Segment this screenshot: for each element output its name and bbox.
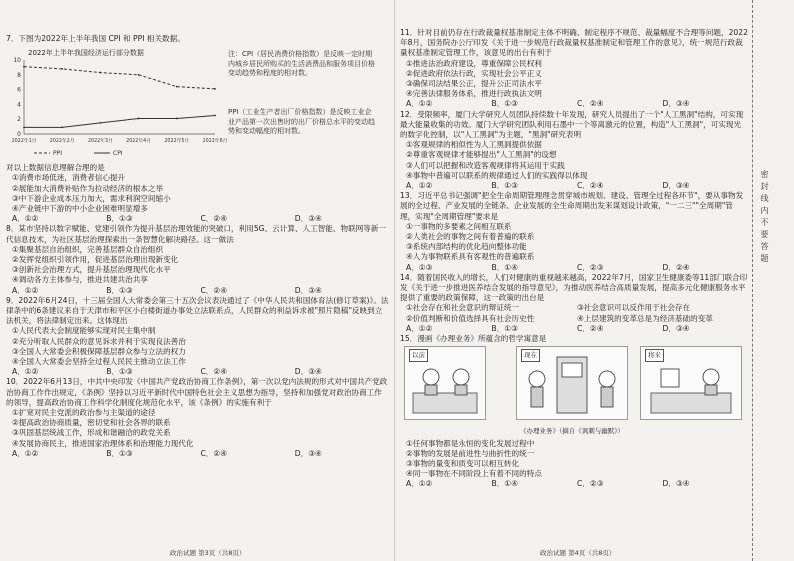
q15-answers xyxy=(400,479,748,489)
q13-answer-d: D．②④ xyxy=(662,262,690,272)
q14-options-row-2 xyxy=(400,314,748,324)
question-12 xyxy=(400,110,748,192)
q8-option-3: ③创新社会治理方式，提升基层治理现代化水平 xyxy=(12,265,171,275)
data-point-cpi xyxy=(100,122,102,124)
q11-answers xyxy=(400,99,748,109)
q12-answer-b: B．①③ xyxy=(491,181,518,191)
right-page xyxy=(400,28,748,490)
question-8 xyxy=(6,224,389,295)
q15-option-4: ④同一事物在不同阶段上有着不同的特点 xyxy=(406,469,542,479)
q15-answer-c: C．②③ xyxy=(577,479,604,489)
chart-title: 2022年上半年我国经济运行部分数据 xyxy=(28,49,144,58)
q10-answer-a: A．①② xyxy=(12,448,39,458)
q12-option-3: ③人们可以把握和改造客观规律将其运用于实践 xyxy=(406,160,565,170)
q13-option-3: ③系统内部结构的优化趋向整体功能 xyxy=(406,242,527,252)
q10-option-3: ③巩固基层统战工作，形成和谐融洽的政党关系 xyxy=(12,428,171,438)
q9-answer-d: D．③④ xyxy=(294,367,322,377)
question-14-stem: 14．随着国民收入的增长，人们对健康的重视越来越高，2022年7月，国家卫生健康委等11部门联合印发《关于进一步推进医养结合发展的指导意见》，为推动医养结合高质量发展，提高多元化健康服务水平提供了重要的政策保障，这一政策的出台是 xyxy=(400,272,748,303)
x-tick-label: 2022年6月 xyxy=(202,139,228,145)
cartoon-panel-past xyxy=(404,346,486,420)
q8-answer-a: A．①② xyxy=(12,285,39,295)
q10-answers xyxy=(6,449,389,459)
y-tick-label: 2 xyxy=(17,116,21,124)
question-7 xyxy=(6,34,389,224)
q13-option-1: ①一事物的多要素之间相互联系 xyxy=(406,221,512,231)
binding-line xyxy=(752,0,754,561)
q15-option-2: ②事物的发展是前进性与曲折性的统一 xyxy=(406,448,535,458)
q8-answers xyxy=(6,286,389,296)
q10-answer-c: C．②④ xyxy=(200,448,228,458)
data-point-ppi xyxy=(138,74,140,76)
data-point-cpi xyxy=(138,118,140,120)
q12-answer-c: C．②④ xyxy=(577,181,604,191)
q12-option-1: ①客观规律的相似性为人工黑洞提供依据 xyxy=(406,140,542,150)
q10-answer-b: B．①③ xyxy=(106,448,133,458)
data-point-cpi xyxy=(176,118,178,120)
q9-option-2: ②充分听取人民群众的意见诉求并利于实现良法善治 xyxy=(12,336,186,346)
q11-option-2: ②促进政府依法行政，实现社会公平正义 xyxy=(406,68,542,78)
q10-option-1: ①扩宽对民主党派的政治参与主渠道的途径 xyxy=(12,408,156,418)
data-point-ppi xyxy=(23,66,25,68)
q9-answer-b: B．①③ xyxy=(106,367,133,377)
question-9 xyxy=(6,296,389,378)
series-line-ppi xyxy=(24,67,215,89)
q14-option-1: ①社会存在和社会意识的辩证统一 xyxy=(406,303,520,313)
page-divider xyxy=(394,0,395,561)
x-tick-label: 2022年4月 xyxy=(126,139,152,145)
chart-svg xyxy=(6,46,256,160)
q8-answer-b: B．①③ xyxy=(106,285,133,295)
data-point-ppi xyxy=(100,72,102,74)
q10-option-2: ②提高政治协商质量，密切党和社会各界的联系 xyxy=(12,418,171,428)
q11-option-4: ④完善法律服务体系，推进行政执法文明 xyxy=(406,89,542,99)
q7-option-4: ④产业链中下游的中小企业困难明显增多 xyxy=(12,204,148,214)
q14-answer-d: D．③④ xyxy=(662,323,690,333)
q14-answer-b: B．①③ xyxy=(491,323,518,333)
q13-answer-c: C．②③ xyxy=(577,262,604,272)
q14-options-row-1 xyxy=(400,303,748,313)
data-point-ppi xyxy=(61,68,63,70)
y-tick-label: 10 xyxy=(13,57,21,65)
cpi-ppi-chart xyxy=(6,46,389,160)
q12-option-2: ②尊重客观规律才能够提出"人工黑洞"的设想 xyxy=(406,150,557,160)
data-point-ppi xyxy=(176,86,178,88)
q13-answer-b: B．①④ xyxy=(491,262,518,272)
q7-option-3: ③中下游企业成本压力加大，需求利润空间缩小 xyxy=(12,193,171,203)
q15-option-1: ①任何事物都是永恒的变化发展过程中 xyxy=(406,438,535,448)
x-tick-label: 2022年1月 xyxy=(11,139,37,145)
q8-option-2: ②发挥党组织引领作用，促进基层治理出现新变化 xyxy=(12,255,179,265)
q15-answer-b: B．①④ xyxy=(491,479,518,489)
q7-answer-c: C．②④ xyxy=(200,214,228,224)
q8-option-1: ①集聚基层自治组织，完善基层群众自治组织 xyxy=(12,244,164,254)
q13-option-4: ④人为事物联系具有客观性的普遍联系 xyxy=(406,252,535,262)
left-page xyxy=(6,34,389,459)
x-tick-label: 2022年5月 xyxy=(164,139,190,145)
cartoon-caption: 《办理业务》（摘自《讽刺与幽默》） xyxy=(520,427,624,436)
left-footer: 政治试题 第3页（共8页） xyxy=(170,549,246,557)
cartoon-tag-now: 现在 xyxy=(521,349,540,361)
q9-option-3: ③全国人大常委会积极保障基层群众参与立法的权力 xyxy=(12,346,186,356)
q7-option-2: ②展能加大消费补贴作为拉动经济的根本之举 xyxy=(12,183,164,193)
data-point-ppi xyxy=(214,88,216,90)
q9-answers xyxy=(6,367,389,377)
x-tick-label: 2022年2月 xyxy=(49,139,75,145)
q15-answer-a: A．①② xyxy=(406,479,433,489)
q7-answer-b: B．①③ xyxy=(106,214,133,224)
q11-answer-b: B．①③ xyxy=(491,99,518,109)
q12-answer-a: A．①② xyxy=(406,181,433,191)
y-tick-label: 6 xyxy=(17,86,21,94)
question-15-stem: 15．漫画《办理业务》所蕴含的哲学寓意是 xyxy=(400,334,547,344)
y-tick-label: 0 xyxy=(17,131,21,139)
q11-option-1: ①推进法治政府建设，尊重保障公民权利 xyxy=(406,58,542,68)
data-point-cpi xyxy=(23,127,25,129)
legend-label-cpi: CPI xyxy=(113,150,123,158)
q8-answer-c: C．②④ xyxy=(200,285,228,295)
question-15 xyxy=(400,334,748,489)
q14-option-2: ②价值判断和价值选择具有社会历史性 xyxy=(406,313,535,323)
question-7-after: 对以上数据信息理解合理的是 xyxy=(6,163,105,173)
q11-answer-a: A．①② xyxy=(406,99,433,109)
q13-answers xyxy=(400,263,748,273)
q13-answer-a: A．①③ xyxy=(406,262,433,272)
q15-option-3: ③事物的量变和质变可以相互转化 xyxy=(406,458,520,468)
question-9-stem: 9．2022年6月24日，十三届全国人大常委会第三十五次会议表决通过了《中华人民共和国体育法(修订草案)》。法律条中的6条建议来自于天津市和平区小白楼街道办事处立法联系点，人民群众的利益诉求被"照片隐稿"反映到立法机关，将法律制定出来。这体现出 xyxy=(6,295,389,326)
q12-answers xyxy=(400,181,748,191)
q7-option-1: ①消费市场低迷，消费者信心提升 xyxy=(12,173,126,183)
data-point-cpi xyxy=(214,115,216,117)
q15-answer-d: D．③④ xyxy=(662,479,690,489)
q14-answers xyxy=(400,324,748,334)
q14-answer-c: C．②④ xyxy=(577,323,604,333)
q14-option-4: ④上层建筑的变革总是为经济基础的变革 xyxy=(577,313,713,323)
chart-note-cpi: 注：CPI（居民消费价格指数）是反映一定时期内城乡居民所购买的生活消费品和服务项目价格变动趋势和程度的相对数。 xyxy=(228,50,375,78)
cartoon-tag-past: 以前 xyxy=(409,349,428,361)
chart-note-ppi: PPI（工业生产者出厂价格指数）是反映工业企业产品第一次出售时的出厂价格总水平的变动趋势和变动幅度的相对数。 xyxy=(228,108,375,136)
cartoon-panel-now xyxy=(516,346,628,420)
legend-label-ppi: PPI xyxy=(53,150,63,158)
q11-option-3: ③确保司法结果公正，提升公正司法水平 xyxy=(406,79,542,89)
question-13 xyxy=(400,191,748,273)
q7-answers xyxy=(6,214,389,224)
q8-answer-d: D．③④ xyxy=(294,285,322,295)
q7-answer-d: D．③④ xyxy=(294,214,322,224)
q9-answer-a: A．①② xyxy=(12,367,39,377)
q13-option-2: ②人类社会的事物之间有着普遍的联系 xyxy=(406,232,535,242)
x-tick-label: 2022年3月 xyxy=(87,139,113,145)
q9-option-4: ④全国人大常委会坚持全过程人民民主推动立法工作 xyxy=(12,357,186,367)
q14-answer-a: A．①② xyxy=(406,323,433,333)
question-11-stem: 11．针对目前仍存在行政裁量权基准制定主体不明确、制定程序不规范、裁量幅度不合理等问题，2022年8月，国务院办公厅印发《关于进一步规范行政裁量权基准制定和管理工作的意见》，统一规范行政裁量权基准制定管理工作，该意见的出台有利于 xyxy=(400,28,748,58)
right-footer: 政治试题 第4页（共8页） xyxy=(540,549,616,557)
q11-answer-d: D．③④ xyxy=(662,99,690,109)
q10-option-4: ④发展协商民主，推进国家治理体系和治理能力现代化 xyxy=(12,438,194,448)
q11-answer-c: C．②④ xyxy=(577,99,604,109)
side-label: 密封线内不要答题 xyxy=(760,170,769,266)
q8-option-4: ④调动各方主体参与，推进共建共治共享 xyxy=(12,275,148,285)
cartoon-panel-future xyxy=(640,346,742,420)
question-8-stem: 8．某市坚持以数字赋能、党建引领作为提升基层治理效能的突破口，利用5G、云计算、人工智能、物联网等新一代信息技术，为社区基层治理探索出一条智慧化解决路径。这一做法 xyxy=(6,224,387,244)
question-12-stem: 12．受限频率，厦门大学研究人员团队持续数十年发现，研究人员提出了一个"人工黑洞"结构，可实现最大能量收集的功效。厦门大学研究团队利用石墨中一个等离激元的位置，构造"人工黑洞"，可实现光的数字化控制，以"人工黑洞"为主题，"黑洞"研究表明 xyxy=(400,109,744,140)
question-10-stem: 10．2022年6月13日，中共中央印发《中国共产党政治协商工作条例》，第一次以党内法规的形式对中国共产党政治协商工作作出规定，《条例》坚持以习近平新时代中国特色社会主义思想为指导，坚持和加强党对政治协商工作的领导，提高政治协商工作科学化制度化规范化水平，该《条例》的实施有利于 xyxy=(6,377,388,407)
question-14 xyxy=(400,273,748,334)
series-line-cpi xyxy=(24,116,215,128)
q10-answer-d: D．③④ xyxy=(294,448,322,458)
data-point-cpi xyxy=(61,127,63,129)
question-10 xyxy=(6,377,389,459)
y-tick-label: 4 xyxy=(17,101,21,109)
question-7-stem: 7．下图为2022年上半年我国 CPI 和 PPI 相关数据。 xyxy=(6,34,185,43)
q12-answer-d: D．③④ xyxy=(662,181,690,191)
cartoon-tag-future: 将来 xyxy=(645,349,664,361)
question-11 xyxy=(400,28,748,110)
cartoon-illustration xyxy=(400,346,748,424)
q9-answer-c: C．②④ xyxy=(200,367,228,377)
question-13-stem: 13．习近平总书记强调"把全生命周期管理理念贯穿城市规划、建设、管理全过程各环节"，要从事物发展的全过程、产业发展的全链条、企业发展的全生命周期出发来谋划设计政策，"一二三""全周期"管理，实现"全周期管理"要求是 xyxy=(400,191,744,221)
q7-answer-a: A．①② xyxy=(12,214,39,224)
q14-option-3: ③社会意识可以反作用于社会存在 xyxy=(577,303,691,313)
q12-option-4: ④事物中普遍可以联系的规律通过人们的实践得以体现 xyxy=(406,170,588,180)
y-tick-label: 8 xyxy=(17,72,21,80)
q9-option-1: ①人民代表大会制度能够实现对民主集中制 xyxy=(12,326,156,336)
